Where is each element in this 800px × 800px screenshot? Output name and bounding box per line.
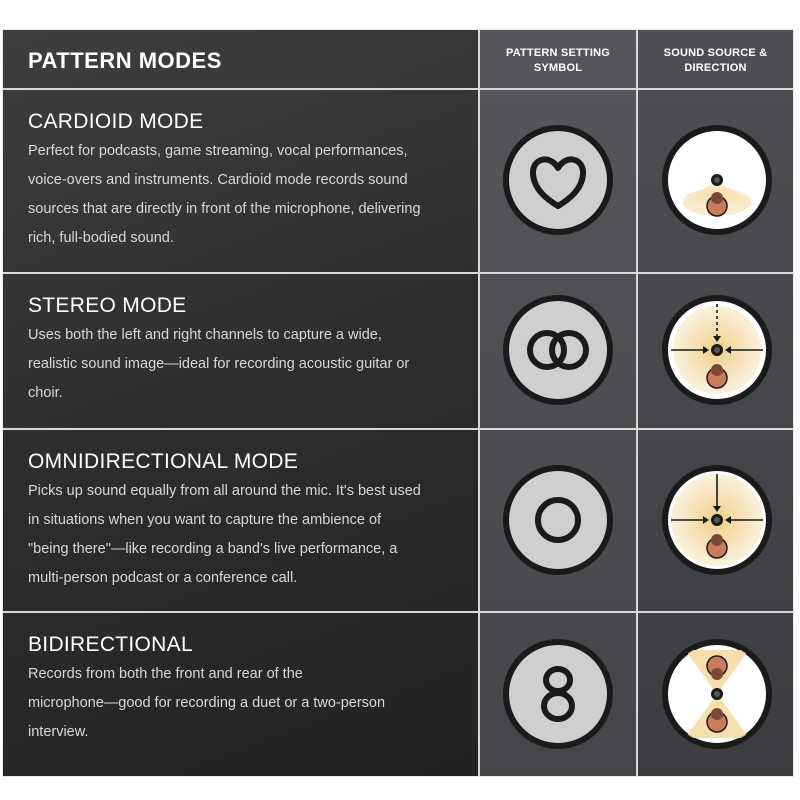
desc-line: "being there"—like recording a band's live performance, a bbox=[28, 541, 398, 557]
desc-line: Uses both the left and right channels to capture a wide, bbox=[28, 327, 382, 343]
cardioid-icon bbox=[500, 122, 616, 238]
stereo-direction-icon bbox=[659, 292, 775, 408]
desc-line: Picks up sound equally from all around the mic. It's best used bbox=[28, 483, 421, 499]
desc-line: sources that are directly in front of the microphone, delivering bbox=[28, 201, 421, 217]
mode-description-omnidirectional bbox=[28, 477, 468, 593]
mode-title-cardioid: CARDIOID MODE bbox=[28, 110, 204, 133]
header-line: SOUND SOURCE & bbox=[663, 47, 768, 59]
column-divider bbox=[478, 30, 480, 776]
desc-line: Perfect for podcasts, game streaming, vocal performances, bbox=[28, 143, 408, 159]
bidirectional-direction-icon bbox=[659, 636, 775, 752]
direction-column-header bbox=[638, 46, 793, 76]
row-divider bbox=[3, 88, 793, 90]
omnidirectional-icon bbox=[500, 462, 616, 578]
mode-description-cardioid bbox=[28, 137, 468, 253]
desc-line: rich, full-bodied sound. bbox=[28, 230, 174, 246]
mode-title-stereo: STEREO MODE bbox=[28, 294, 187, 317]
bidirectional-icon bbox=[500, 636, 616, 752]
desc-line: realistic sound image—ideal for recording acoustic guitar or bbox=[28, 356, 410, 372]
desc-line: voice-overs and instruments. Cardioid mode records sound bbox=[28, 172, 408, 188]
desc-line: multi-person podcast or a conference call. bbox=[28, 570, 298, 586]
symbol-column-header bbox=[480, 46, 636, 76]
row-divider bbox=[3, 428, 793, 430]
header-line: SYMBOL bbox=[533, 62, 583, 74]
row-divider bbox=[3, 272, 793, 274]
mode-title-bidirectional: BIDIRECTIONAL bbox=[28, 633, 193, 656]
mode-description-bidirectional bbox=[28, 660, 468, 747]
table-title: PATTERN MODES bbox=[28, 48, 222, 73]
stereo-icon bbox=[500, 292, 616, 408]
mode-title-omnidirectional: OMNIDIRECTIONAL MODE bbox=[28, 450, 299, 473]
desc-line: microphone—good for recording a duet or a two-person bbox=[28, 695, 386, 711]
desc-line: Records from both the front and rear of the bbox=[28, 666, 303, 682]
column-divider bbox=[636, 30, 638, 776]
desc-line: choir. bbox=[28, 385, 63, 401]
pattern-modes-table bbox=[2, 29, 794, 777]
mode-description-stereo bbox=[28, 321, 468, 408]
desc-line: in situations when you want to capture the ambience of bbox=[28, 512, 382, 528]
row-divider bbox=[3, 611, 793, 613]
header-line: DIRECTION bbox=[684, 62, 747, 74]
omnidirectional-direction-icon bbox=[659, 462, 775, 578]
header-line: PATTERN SETTING bbox=[505, 47, 611, 59]
desc-line: interview. bbox=[28, 724, 89, 740]
cardioid-direction-icon bbox=[659, 122, 775, 238]
